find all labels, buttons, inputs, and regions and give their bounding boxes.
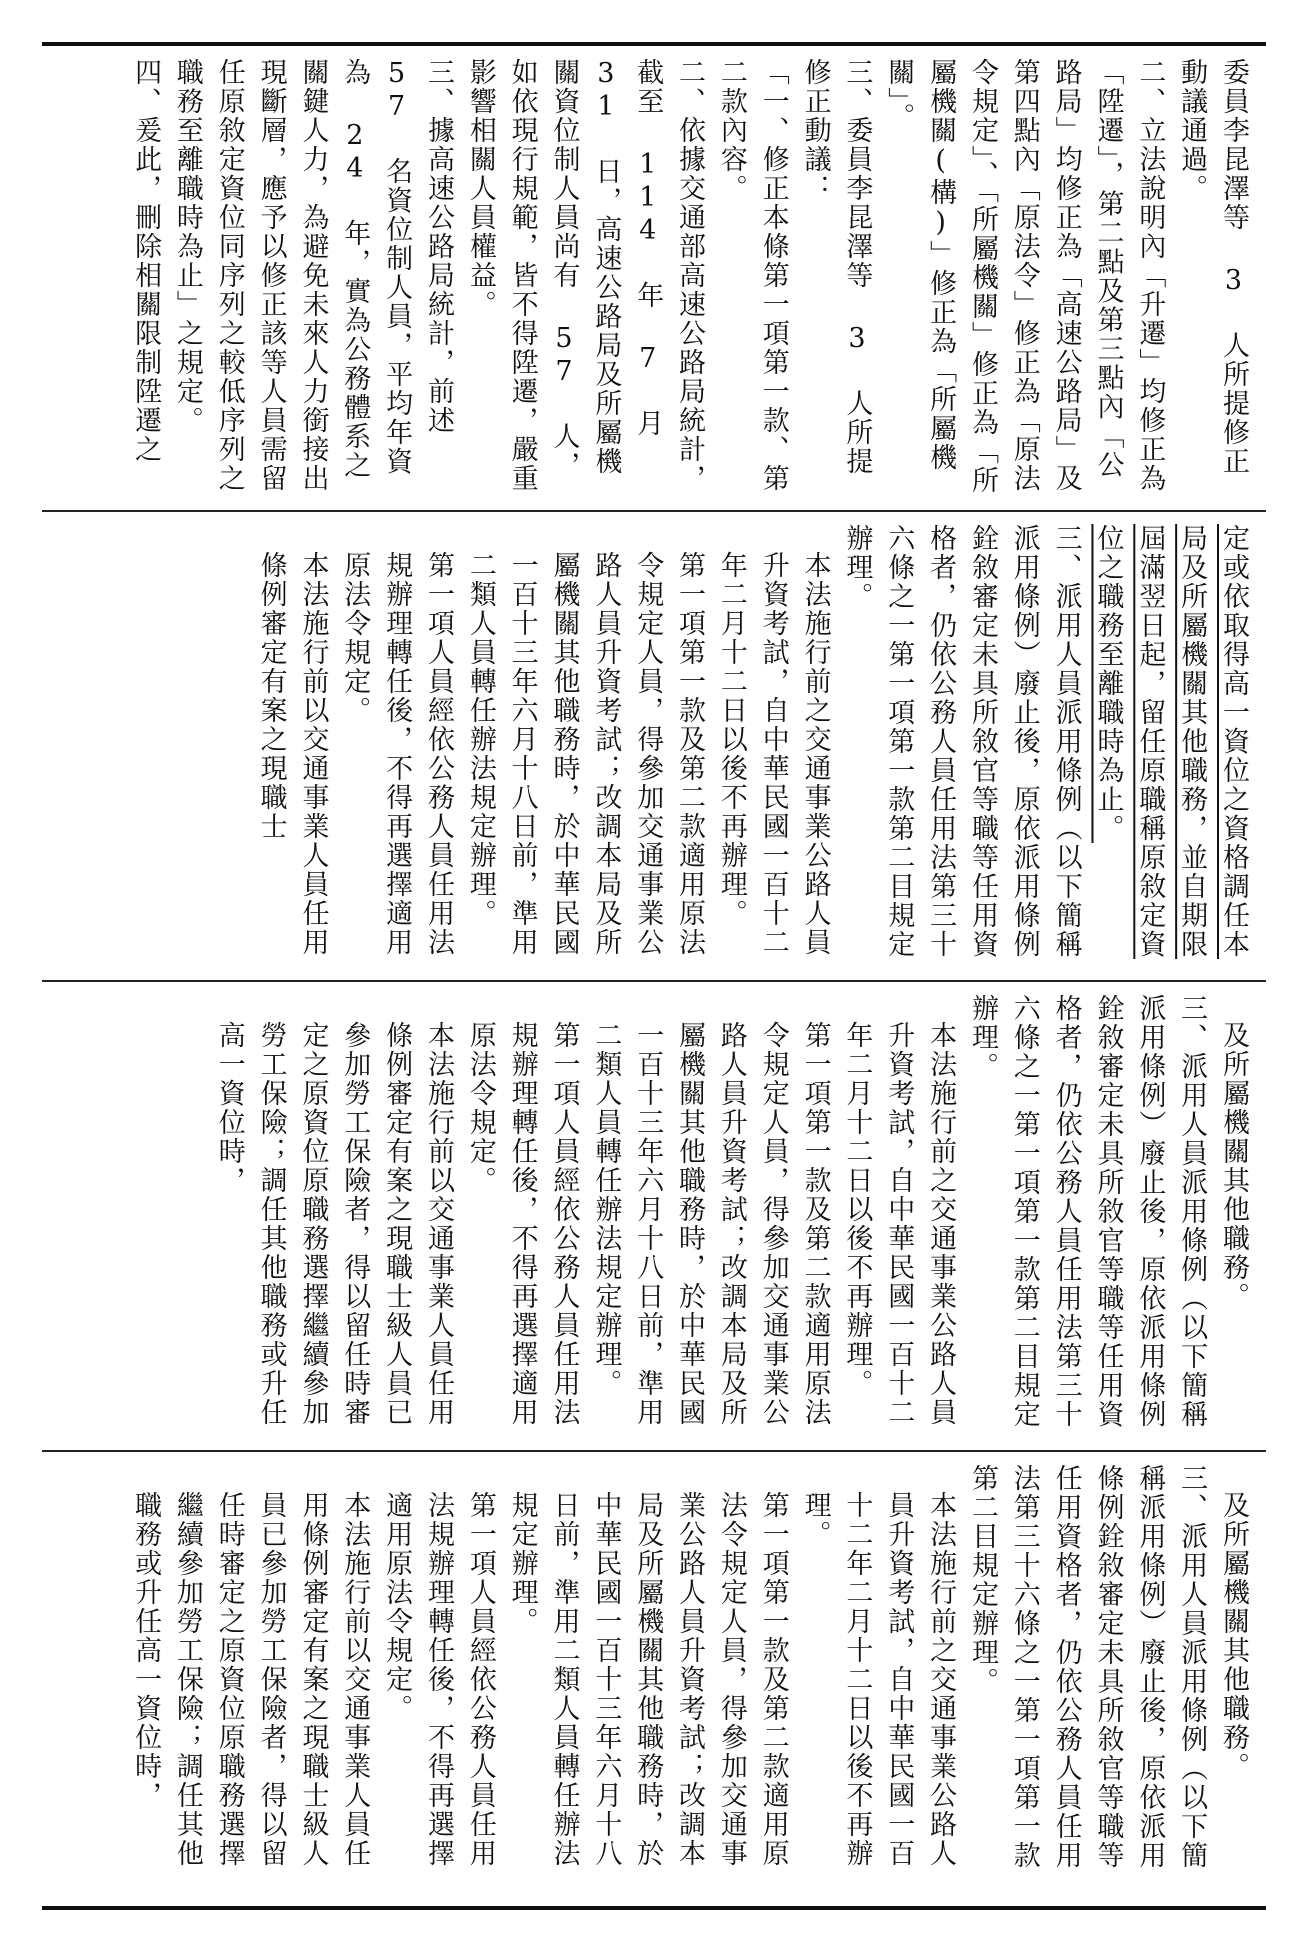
top-rule bbox=[42, 42, 1266, 46]
paragraph: 「一、修正本條第一項第一款、第二款內容。 bbox=[715, 58, 789, 493]
paragraph: 四、爰此，刪除相關限制陞遷之 bbox=[130, 58, 162, 464]
paragraph: 二、立法說明內「升遷」均修正為「陞遷」，第二點及第三點內「公路局」均修正為「高速公路局」及第四點內「原法令」修正為「原法令規定」、「所屬機關」修正為「所屬機關(構)」修正為「所屬機關」。 bbox=[883, 58, 1166, 495]
text-block-3 bbox=[46, 984, 1266, 1446]
paragraph: 第一項第一款及第二款適用原法令規定人員，得參加交通事業公路人員升資考試；改調本局及所屬機關其他職務時，於中華民國一百十三年六月十八日前，準用二類人員轉任辦法規定辦理。 bbox=[464, 551, 706, 957]
paragraph: 委員李昆澤等 3 人所提修正動議通過。 bbox=[1176, 58, 1249, 476]
paragraph: 本法施行前以交通事業人員任用條例審定有案之現職士級人員已參加勞工保險者，得以留任時審定之原資位原職務選擇繼續參加勞工保險；調任其他職務或升任高一資位時， bbox=[130, 1491, 371, 1868]
bottom-rule bbox=[42, 1906, 1266, 1910]
paragraph: 及所屬機關其他職務。 bbox=[1218, 1021, 1249, 1311]
paragraph: 本法施行前之交通事業公路人員升資考試，自中華民國一百十二年二月十二日以後不再辦理。 bbox=[799, 1491, 957, 1868]
text-block-1 bbox=[46, 48, 1266, 506]
text-block-2 bbox=[46, 514, 1266, 976]
paragraph: 本法施行前之交通事業公路人員升資考試，自中華民國一百十二年二月十二日以後不再辦理。 bbox=[715, 551, 831, 957]
block-divider bbox=[42, 1450, 1266, 1452]
paragraph: 三、派用人員派用條例（以下簡稱派用條例）廢止後，原依派用條例銓敘審定未具所敘官等職等任用資格者，仍依公務人員任用法第三十六條之一第一項第一款第二目規定辦理。 bbox=[841, 524, 1082, 959]
block-divider bbox=[42, 510, 1266, 512]
paragraph: 第一項人員經依公務人員任用法規辦理轉任後，不得再選擇適用原法令規定。 bbox=[464, 1021, 580, 1427]
block-divider bbox=[42, 980, 1266, 982]
paragraph: 第一項人員經依公務人員任用法規辦理轉任後，不得再選擇適用原法令規定。 bbox=[339, 551, 454, 957]
paragraph: 三、據高速公路局統計，前述 57 名資位制人員，平均年資為 24 年，實為公務體系之關鍵人力，為避免未來人力銜接出現斷層，應予以修正該等人員需留任原敘定資位同序列之較低序列之職務至離職時為止」之規定。 bbox=[171, 58, 454, 493]
paragraph: 二、依據交通部高速公路局統計，截至 114 年 7 月 31 日，高速公路局及所屬機關資位制人員尚有 57 人，如依現行規範，皆不得陞遷，嚴重影響相關人員權益。 bbox=[464, 58, 706, 493]
paragraph: 本法施行前以交通事業人員任用條例審定有案之現職士 bbox=[255, 551, 329, 957]
paragraph: 本法施行前以交通事業人員任用條例審定有案之現職士級人員已參加勞工保險者，得以留任時審定之原資位原職務選擇繼續參加勞工保險；調任其他職務或升任高一資位時， bbox=[213, 1021, 454, 1427]
paragraph: 三、派用人員派用條例（以下簡稱派用條例）廢止後，原依派用條例銓敘審定未具所敘官等職等任用資格者，仍依公務人員任用法第三十六條之一第一項第一款第二目規定辦理。 bbox=[966, 994, 1208, 1429]
paragraph: 第一項第一款及第二款適用原法令規定人員，得參加交通事業公路人員升資考試；改調本局及所屬機關其他職務時，於中華民國一百十三年六月十八日前，準用二類人員轉任辦法規定辦理。 bbox=[590, 1021, 831, 1427]
paragraph: 第一項第一款及第二款適用原法令規定人員，得參加交通事業公路人員升資考試；改調本局及所屬機關其他職務時，於中華民國一百十三年六月十八日前，準用二類人員轉任辦法規定辦理。 bbox=[506, 1491, 789, 1868]
paragraph: 第一項人員經依公務人員任用法規辦理轉任後，不得再選擇適用原法令規定。 bbox=[381, 1491, 496, 1868]
paragraph: 三、委員李昆澤等 3 人所提修正動議： bbox=[799, 58, 873, 476]
paragraph: 本法施行前之交通事業公路人員升資考試，自中華民國一百十二年二月十二日以後不再辦理。 bbox=[841, 1021, 957, 1427]
text-block-4 bbox=[46, 1454, 1266, 1902]
paragraph: 及所屬機關其他職務。 bbox=[1218, 1491, 1249, 1781]
paragraph: 三、派用人員派用條例（以下簡稱派用條例）廢止後，原依派用條例銓敘審定未具所敘官等職等任用資格者，仍依公務人員任用法第三十六條之一第一項第一款第二目規定辦理。 bbox=[966, 1464, 1208, 1870]
paragraph: 定或依取得高一資位之資格調任本局及所屬機關其他職務，並自期限屆滿翌日起，留任原職稱原敘定資位之職務至離職時為止。 bbox=[1092, 524, 1249, 959]
